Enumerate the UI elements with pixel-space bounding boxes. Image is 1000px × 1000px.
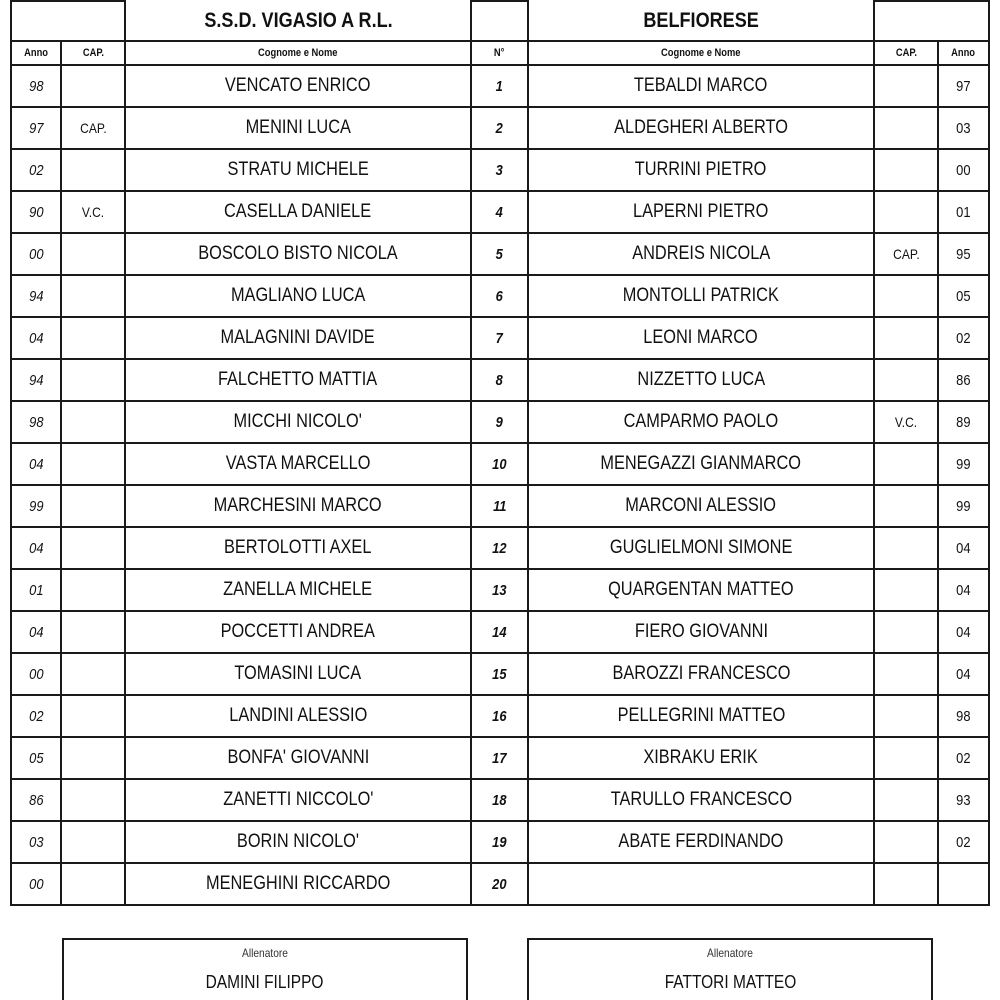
home-anno: 86 (11, 779, 61, 821)
away-player-name: TEBALDI MARCO (528, 65, 874, 107)
home-cap (61, 653, 125, 695)
home-player-name: MARCHESINI MARCO (125, 485, 471, 527)
home-player-name: TOMASINI LUCA (125, 653, 471, 695)
away-player-name: XIBRAKU ERIK (528, 737, 874, 779)
column-header-row (11, 41, 989, 65)
table-row (11, 359, 989, 401)
away-player-name: ABATE FERDINANDO (528, 821, 874, 863)
home-cap (61, 611, 125, 653)
home-cap (61, 527, 125, 569)
home-anno: 04 (11, 527, 61, 569)
away-cap (874, 779, 938, 821)
table-row (11, 401, 989, 443)
away-player-name: LEONI MARCO (528, 317, 874, 359)
home-player-name: VENCATO ENRICO (125, 65, 471, 107)
away-player-name: ANDREIS NICOLA (528, 233, 874, 275)
table-row (11, 485, 989, 527)
away-cap (874, 653, 938, 695)
header-cap: CAP. (874, 41, 938, 65)
away-cap (874, 443, 938, 485)
home-anno: 01 (11, 569, 61, 611)
shirt-number: 4 (471, 191, 528, 233)
away-anno: 02 (938, 317, 989, 359)
home-player-name: LANDINI ALESSIO (125, 695, 471, 737)
blank-cell (874, 1, 989, 41)
away-player-name: NIZZETTO LUCA (528, 359, 874, 401)
home-cap (61, 359, 125, 401)
home-cap (61, 65, 125, 107)
home-cap: V.C. (61, 191, 125, 233)
header-cap: CAP. (61, 41, 125, 65)
home-player-name: BERTOLOTTI AXEL (125, 527, 471, 569)
away-anno: 02 (938, 737, 989, 779)
home-cap (61, 569, 125, 611)
home-anno: 00 (11, 863, 61, 905)
home-player-name: STRATU MICHELE (125, 149, 471, 191)
away-anno: 97 (938, 65, 989, 107)
home-anno: 99 (11, 485, 61, 527)
shirt-number: 10 (471, 443, 528, 485)
away-anno: 03 (938, 107, 989, 149)
home-anno: 94 (11, 359, 61, 401)
home-player-name: MALAGNINI DAVIDE (125, 317, 471, 359)
home-anno: 94 (11, 275, 61, 317)
shirt-number: 12 (471, 527, 528, 569)
away-cap (874, 569, 938, 611)
table-row (11, 443, 989, 485)
away-cap (874, 107, 938, 149)
home-anno: 05 (11, 737, 61, 779)
table-row (11, 779, 989, 821)
away-player-name: TURRINI PIETRO (528, 149, 874, 191)
away-coach-name: FATTORI MATTEO (664, 972, 796, 992)
away-anno: 00 (938, 149, 989, 191)
home-anno: 03 (11, 821, 61, 863)
shirt-number: 8 (471, 359, 528, 401)
header-number: N° (471, 41, 528, 65)
home-anno: 02 (11, 149, 61, 191)
header-anno: Anno (938, 41, 989, 65)
shirt-number: 15 (471, 653, 528, 695)
table-row (11, 863, 989, 905)
home-coach-box (62, 938, 468, 1000)
shirt-number: 19 (471, 821, 528, 863)
home-player-name: MICCHI NICOLO' (125, 401, 471, 443)
home-cap (61, 149, 125, 191)
away-player-name: TARULLO FRANCESCO (528, 779, 874, 821)
away-cap (874, 275, 938, 317)
header-name: Cognome e Nome (528, 41, 874, 65)
home-cap (61, 233, 125, 275)
away-cap (874, 863, 938, 905)
away-cap (874, 527, 938, 569)
home-cap (61, 275, 125, 317)
away-player-name: MARCONI ALESSIO (528, 485, 874, 527)
away-player-name: BAROZZI FRANCESCO (528, 653, 874, 695)
table-row (11, 737, 989, 779)
home-anno: 04 (11, 317, 61, 359)
away-cap (874, 737, 938, 779)
home-cap (61, 779, 125, 821)
away-anno (938, 863, 989, 905)
header-anno: Anno (11, 41, 61, 65)
home-cap (61, 821, 125, 863)
blank-cell (11, 1, 125, 41)
home-player-name: BOSCOLO BISTO NICOLA (125, 233, 471, 275)
home-player-name: FALCHETTO MATTIA (125, 359, 471, 401)
table-row (11, 107, 989, 149)
blank-cell (471, 1, 528, 41)
away-anno: 99 (938, 443, 989, 485)
table-row (11, 317, 989, 359)
home-player-name: ZANETTI NICCOLO' (125, 779, 471, 821)
away-anno: 04 (938, 527, 989, 569)
table-row (11, 233, 989, 275)
away-anno: 01 (938, 191, 989, 233)
away-cap: V.C. (874, 401, 938, 443)
lineup-table (10, 0, 990, 906)
shirt-number: 17 (471, 737, 528, 779)
coach-label: Allenatore (707, 946, 753, 960)
away-team-name: BELFIORESE (528, 1, 874, 41)
table-row (11, 695, 989, 737)
home-anno: 90 (11, 191, 61, 233)
home-player-name: MAGLIANO LUCA (125, 275, 471, 317)
away-anno: 98 (938, 695, 989, 737)
away-cap (874, 485, 938, 527)
away-cap (874, 149, 938, 191)
away-coach-box (527, 938, 933, 1000)
home-anno: 02 (11, 695, 61, 737)
away-cap (874, 359, 938, 401)
home-player-name: VASTA MARCELLO (125, 443, 471, 485)
home-cap (61, 863, 125, 905)
shirt-number: 9 (471, 401, 528, 443)
home-player-name: MENEGHINI RICCARDO (125, 863, 471, 905)
home-coach-name: DAMINI FILIPPO (206, 972, 324, 992)
table-row (11, 611, 989, 653)
away-cap (874, 65, 938, 107)
away-player-name: MONTOLLI PATRICK (528, 275, 874, 317)
home-anno: 00 (11, 233, 61, 275)
away-cap (874, 695, 938, 737)
home-cap (61, 401, 125, 443)
header-name: Cognome e Nome (125, 41, 471, 65)
home-anno: 97 (11, 107, 61, 149)
away-anno: 05 (938, 275, 989, 317)
home-cap (61, 443, 125, 485)
shirt-number: 7 (471, 317, 528, 359)
home-anno: 00 (11, 653, 61, 695)
table-row (11, 149, 989, 191)
away-anno: 99 (938, 485, 989, 527)
away-cap (874, 821, 938, 863)
away-cap: CAP. (874, 233, 938, 275)
away-anno: 86 (938, 359, 989, 401)
home-cap (61, 695, 125, 737)
away-cap (874, 317, 938, 359)
away-cap (874, 191, 938, 233)
away-anno: 04 (938, 653, 989, 695)
table-row (11, 821, 989, 863)
away-player-name: FIERO GIOVANNI (528, 611, 874, 653)
table-row (11, 191, 989, 233)
away-player-name (528, 863, 874, 905)
home-player-name: BORIN NICOLO' (125, 821, 471, 863)
away-player-name: MENEGAZZI GIANMARCO (528, 443, 874, 485)
home-anno: 04 (11, 611, 61, 653)
shirt-number: 14 (471, 611, 528, 653)
table-row (11, 65, 989, 107)
away-anno: 95 (938, 233, 989, 275)
away-player-name: CAMPARMO PAOLO (528, 401, 874, 443)
team-header-row (11, 1, 989, 41)
home-cap (61, 317, 125, 359)
table-row (11, 569, 989, 611)
shirt-number: 6 (471, 275, 528, 317)
shirt-number: 1 (471, 65, 528, 107)
away-player-name: PELLEGRINI MATTEO (528, 695, 874, 737)
away-player-name: LAPERNI PIETRO (528, 191, 874, 233)
shirt-number: 13 (471, 569, 528, 611)
away-player-name: GUGLIELMONI SIMONE (528, 527, 874, 569)
away-anno: 93 (938, 779, 989, 821)
away-anno: 89 (938, 401, 989, 443)
home-anno: 98 (11, 401, 61, 443)
home-anno: 04 (11, 443, 61, 485)
home-player-name: ZANELLA MICHELE (125, 569, 471, 611)
shirt-number: 11 (471, 485, 528, 527)
away-player-name: QUARGENTAN MATTEO (528, 569, 874, 611)
away-player-name: ALDEGHERI ALBERTO (528, 107, 874, 149)
home-player-name: CASELLA DANIELE (125, 191, 471, 233)
away-anno: 02 (938, 821, 989, 863)
shirt-number: 16 (471, 695, 528, 737)
home-anno: 98 (11, 65, 61, 107)
table-row (11, 527, 989, 569)
coach-label: Allenatore (242, 946, 288, 960)
shirt-number: 18 (471, 779, 528, 821)
shirt-number: 3 (471, 149, 528, 191)
home-cap: CAP. (61, 107, 125, 149)
shirt-number: 2 (471, 107, 528, 149)
table-row (11, 275, 989, 317)
table-row (11, 653, 989, 695)
shirt-number: 20 (471, 863, 528, 905)
home-cap (61, 485, 125, 527)
home-player-name: MENINI LUCA (125, 107, 471, 149)
home-player-name: POCCETTI ANDREA (125, 611, 471, 653)
home-cap (61, 737, 125, 779)
home-player-name: BONFA' GIOVANNI (125, 737, 471, 779)
shirt-number: 5 (471, 233, 528, 275)
away-cap (874, 611, 938, 653)
away-anno: 04 (938, 569, 989, 611)
home-team-name: S.S.D. VIGASIO A R.L. (125, 1, 471, 41)
away-anno: 04 (938, 611, 989, 653)
